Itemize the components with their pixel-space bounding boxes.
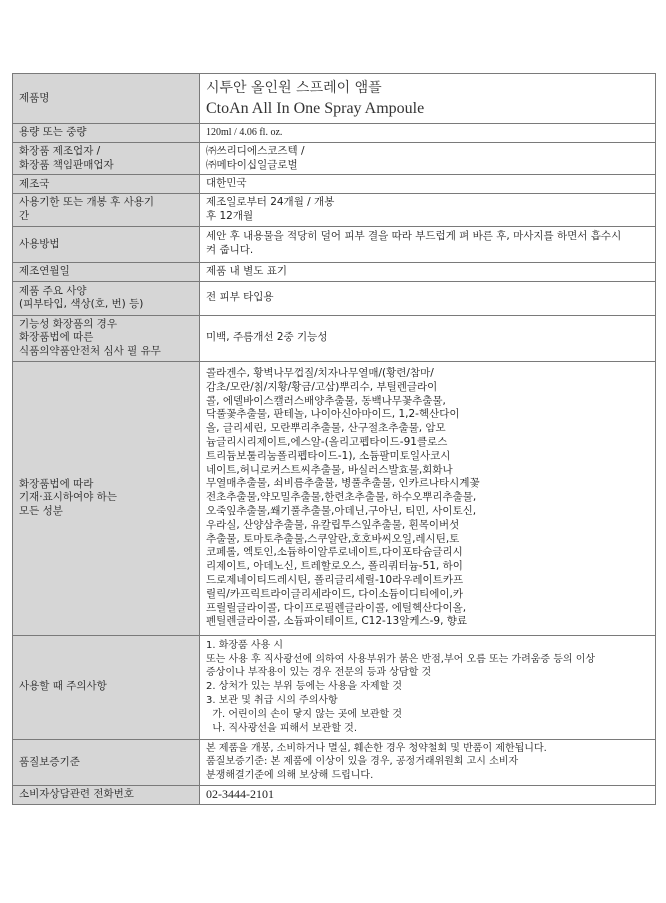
product-name-korean: 시투안 올인원 스프레이 앰플: [206, 79, 382, 96]
label-volume: [13, 124, 200, 143]
ingredient-line: 추출물, 토마토추출물,스쿠알란,호호바씨오일,레시틴,토: [206, 532, 460, 545]
value-specs: [200, 281, 656, 315]
label-manufacture-date: [13, 262, 200, 281]
row-expiry: [13, 194, 656, 227]
label-line: 제품명: [19, 91, 50, 104]
value-country: [200, 175, 656, 194]
value-volume: [200, 124, 656, 143]
quality-line: 품질보증기준: 본 제품에 이상이 있을 경우, 공정거래위원회 고시 소비자: [206, 756, 519, 768]
ingredient-line: 우라실, 산양삼추출물, 유칼립투스잎추출물, 흰목이버섯: [206, 518, 460, 531]
phone-number: 02-3444-2101: [206, 786, 274, 801]
label-line: 간: [19, 209, 30, 222]
label-line: (피부타입, 색상(호, 번) 등): [19, 298, 144, 311]
label-line: 품질보증기준: [19, 755, 80, 768]
ingredient-line: 무열매추출물, 쇠비름추출물, 병풀추출물, 인카르나타시계꽃: [206, 477, 480, 490]
label-line: 식품의약품안전처 심사 필 유무: [19, 344, 161, 357]
label-usage: [13, 226, 200, 262]
precaution-line: 증상이나 부작용이 있는 경우 전문의 등과 상담할 것: [206, 667, 432, 679]
value-line: ㈜쓰리디에스코즈텍 /: [206, 144, 305, 157]
row-usage: [13, 226, 656, 262]
label-country: [13, 175, 200, 194]
ingredient-line: 오죽잎추출물,쐐기풀추출물,아데닌,구아닌, 티민, 사이토신,: [206, 504, 477, 517]
value-product-name: [200, 74, 656, 124]
row-country: [13, 175, 656, 194]
value-functional: [200, 315, 656, 361]
ingredient-line: 프릴릴글라이콜, 다이프로필렌글라이콜, 에틸헥산다이올,: [206, 601, 467, 614]
value-expiry: [200, 194, 656, 227]
label-line: 사용방법: [19, 237, 60, 250]
row-specs: [13, 281, 656, 315]
label-line: 화장품법에 따른: [19, 331, 94, 344]
label-line: 모든 성분: [19, 504, 63, 517]
label-line: 사용기한 또는 개봉 후 사용기: [19, 196, 155, 209]
value-line: 제품 내 별도 표기: [206, 264, 288, 277]
ingredient-line: 늄글리시리제이트,에스알-(올리고펩타이드-91클로스: [206, 435, 448, 448]
row-functional: [13, 315, 656, 361]
label-line: 제조국: [19, 177, 50, 190]
row-precautions: [13, 635, 656, 739]
ingredient-line: 리제이트, 아데노신, 트레할로오스, 폴리쿼터늄-51, 하이: [206, 560, 463, 573]
label-quality: [13, 739, 200, 785]
ingredient-line: 펜틸렌글라이콜, 소듐파이테이트, C12-13알케스-9, 향료: [206, 615, 468, 628]
label-expiry: [13, 194, 200, 227]
ingredient-line: 콜, 에델바이스캘러스배양추출물, 동백나무꽃추출물,: [206, 394, 446, 407]
label-functional: [13, 315, 200, 361]
label-line: 기재·표시하여야 하는: [19, 491, 117, 504]
precaution-line: 3. 보관 및 취급 시의 주의사항: [206, 694, 338, 706]
value-line: 대한민국: [206, 177, 247, 190]
precaution-line: 나. 직사광선을 피해서 보관할 것.: [206, 722, 358, 734]
value-quality: [200, 739, 656, 785]
ingredient-line: 콜라겐수, 황벽나무껍질/치자나무열매/(황련/참마/: [206, 367, 434, 379]
label-specs: [13, 281, 200, 315]
row-ingredients: [13, 361, 656, 635]
value-line: 미백, 주름개선 2중 기능성: [206, 331, 328, 344]
value-line: 세안 후 내용물을 적당히 덜어 피부 결을 따라 부드럽게 펴 바른 후, 마사지를 하면서 흡수시: [206, 230, 622, 243]
ingredient-line: 감초/모란/칡/지황/황금/고삼)뿌리수, 부틸렌글라이: [206, 380, 438, 393]
label-line: 화장품 제조업자 /: [19, 145, 101, 158]
label-line: 제품 주요 사양: [19, 284, 87, 297]
ingredient-line: 전초추출물,약모밀추출물,한련초추출물, 하수오뿌리추출물,: [206, 491, 477, 504]
label-line: 화장품 책임판매업자: [19, 158, 114, 171]
quality-line: 본 제품을 개봉, 소비하거나 멸실, 훼손한 경우 청약철회 및 반품이 제한됩니다.: [206, 742, 547, 754]
label-line: 용량 또는 중량: [19, 126, 87, 139]
ingredient-line: 코페롤, 엑토인,소듐하이알루로네이트,다이포타슘글리시: [206, 546, 463, 559]
label-line: 제조연월일: [19, 264, 70, 277]
precaution-line: 1. 화장품 사용 시: [206, 639, 284, 651]
quality-line: 분쟁해결기준에 의해 보상해 드립니다.: [206, 770, 374, 782]
product-info-table: [12, 73, 656, 805]
label-product-name: [13, 74, 200, 124]
row-manufacturer: [13, 142, 656, 175]
ingredient-line: 트리듐보툴리눔폴리펩타이드-1), 소듐팔미토일사코시: [206, 449, 451, 462]
value-line: 후 12개월: [206, 209, 254, 222]
value-manufacture-date: [200, 262, 656, 281]
label-manufacturer: [13, 142, 200, 175]
value-manufacturer: [200, 142, 656, 175]
precaution-line: 2. 상처가 있는 부위 등에는 사용을 자제할 것: [206, 681, 403, 693]
row-quality: [13, 739, 656, 785]
ingredient-line: 닥풀꽃추출물, 판테놀, 나이아신아마이드, 1,2-헥산다이: [206, 408, 460, 421]
value-phone: [200, 785, 656, 804]
label-line: 사용할 때 주의사항: [19, 680, 107, 693]
label-phone: [13, 785, 200, 804]
value-line: 켜 줍니다.: [206, 244, 254, 257]
value-precautions: [200, 635, 656, 739]
row-manufacture-date: [13, 262, 656, 281]
row-phone: [13, 785, 656, 804]
value-line: ㈜메타이십일글로벌: [206, 158, 298, 171]
ingredient-line: 릴릭/카프릭트라이글리세라이드, 다이소듐이디티에이,카: [206, 587, 463, 600]
row-volume: [13, 124, 656, 143]
product-name-english: CtoAn All In One Spray Ampoule: [206, 99, 425, 117]
row-product-name: [13, 74, 656, 124]
label-precautions: [13, 635, 200, 739]
ingredient-line: 올, 글리세린, 모란뿌리추출물, 산구절초추출물, 암모: [206, 422, 446, 435]
ingredient-line: 네이트,허니로커스트씨추출물, 바실러스발효물,회화나: [206, 463, 453, 476]
ingredient-line: 드로제네이티드레시틴, 폴리글리세릴-10라우레이트카프: [206, 573, 464, 586]
value-ingredients: [200, 361, 656, 635]
precaution-line: 또는 사용 후 직사광선에 의하여 사용부위가 붉은 반점,부어 오름 또는 가려움증 등의 이상: [206, 653, 596, 665]
value-line: 전 피부 타입용: [206, 291, 274, 304]
precaution-line: 가. 어린이의 손이 닿지 않는 곳에 보관할 것: [206, 708, 403, 720]
label-line: 기능성 화장품의 경우: [19, 317, 117, 330]
label-ingredients: [13, 361, 200, 635]
volume-text: 120ml / 4.06 fl. oz.: [206, 127, 283, 138]
label-line: 화장품법에 따라: [19, 477, 94, 490]
value-line: 제조일로부터 24개월 / 개봉: [206, 196, 335, 209]
value-usage: [200, 226, 656, 262]
label-line: 소비자상담관련 전화번호: [19, 788, 134, 801]
